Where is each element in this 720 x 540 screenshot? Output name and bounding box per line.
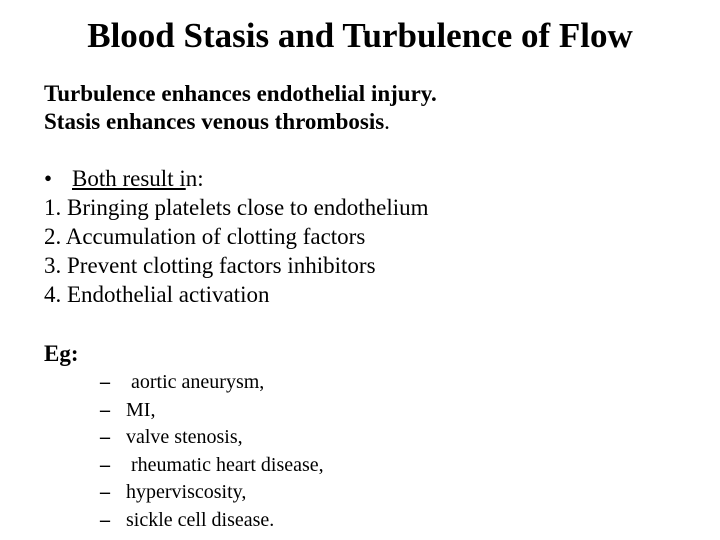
slide-title: Blood Stasis and Turbulence of Flow [87, 16, 633, 55]
bullet-heading [44, 164, 429, 193]
intro-line-stasis-text: Stasis enhances venous thrombosis [44, 109, 385, 134]
numbered-item [44, 222, 429, 251]
example-text: aortic aneurysm, [126, 371, 265, 393]
item-text: Bringing platelets close to endothelium [67, 195, 429, 220]
example-text: rheumatic heart disease, [126, 453, 324, 476]
dash-marker: – [100, 371, 110, 393]
intro-statements [44, 80, 437, 136]
examples-label: Eg: [44, 341, 79, 366]
dash-marker: – [100, 508, 110, 531]
example-text: MI, [126, 398, 156, 421]
example-item [100, 479, 324, 507]
item-text: Prevent clotting factors inhibitors [67, 253, 376, 278]
example-item [100, 507, 324, 535]
item-number: 3. [44, 253, 62, 278]
item-number: 1. [44, 195, 62, 220]
item-text: Endothelial activation [67, 282, 270, 307]
examples-list [100, 369, 324, 534]
item-number: 4. [44, 282, 62, 307]
item-text: Accumulation of clotting factors [65, 224, 366, 249]
example-text: hyperviscosity, [126, 481, 247, 503]
numbered-item [44, 193, 429, 222]
intro-line-stasis-period: . [384, 109, 390, 134]
example-item [100, 397, 324, 425]
dash-marker: – [100, 453, 110, 476]
intro-line-stasis [44, 108, 437, 136]
example-text: sickle cell disease. [126, 508, 275, 531]
results-list [44, 164, 429, 309]
example-item [100, 452, 324, 480]
bullet-heading-underlined: Both result i [72, 166, 186, 191]
item-number: 2. [44, 224, 62, 249]
bullet-heading-rest: n: [185, 166, 204, 191]
numbered-item [44, 251, 429, 280]
example-item [100, 369, 324, 397]
dash-marker: – [100, 426, 110, 448]
example-item [100, 424, 324, 452]
bullet-symbol: • [44, 166, 53, 191]
numbered-item [44, 280, 429, 309]
intro-line-turbulence: Turbulence enhances endothelial injury. [44, 81, 437, 106]
dash-marker: – [100, 481, 110, 503]
dash-marker: – [100, 398, 110, 421]
example-text: valve stenosis, [126, 426, 243, 448]
